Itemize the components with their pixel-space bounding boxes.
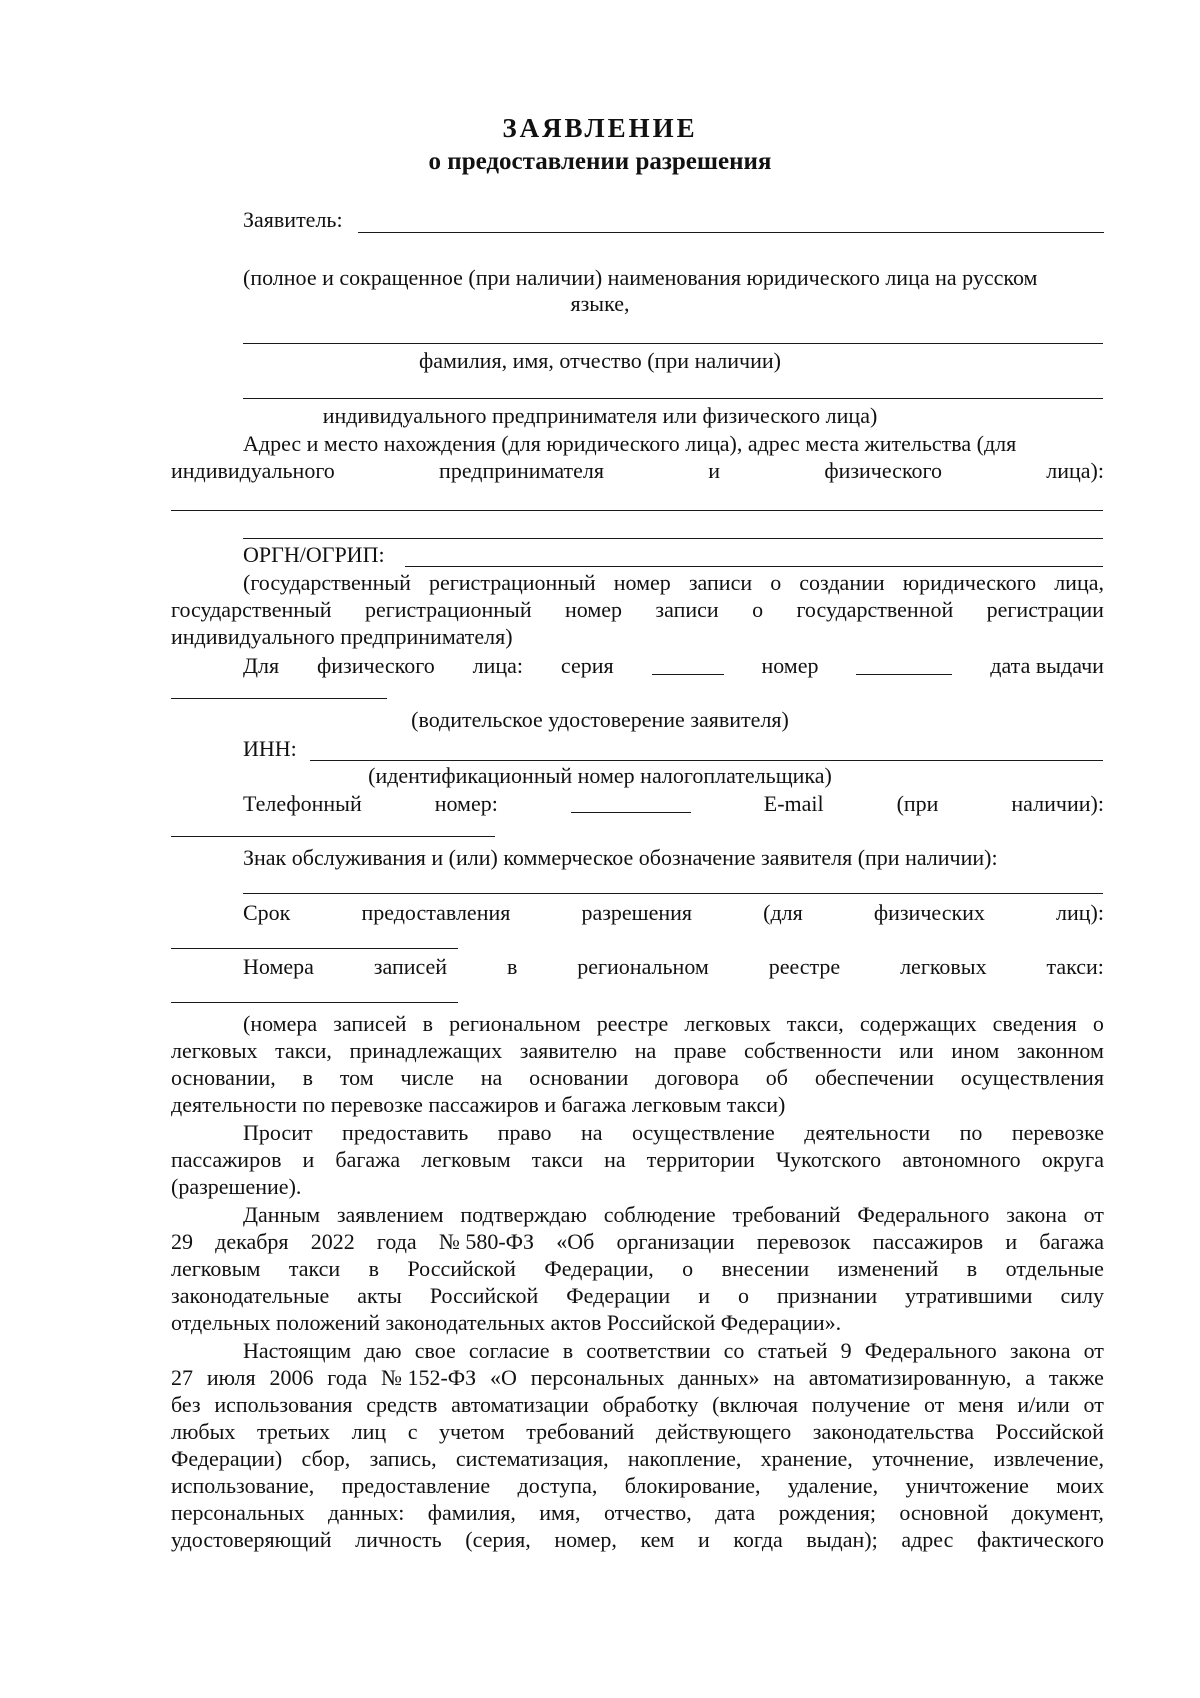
phone-field[interactable] [571,790,691,813]
ogrn-input-line[interactable] [405,566,1103,567]
request-line-1: Просит предоставить право на осуществление деятельности по перевозке [243,1120,1104,1145]
license-number-field[interactable] [856,652,952,675]
records-hint-line-2: легковых такси, принадлежащих заявителю на праве собственности или ином законном [171,1038,1104,1063]
inn-label: ИНН: [243,736,297,761]
confirm-line-2: 29 декабря 2022 года № 580-ФЗ «Об организации перевозок пассажиров и багажа [171,1229,1104,1254]
consent-line-5: Федерации) сбор, запись, систематизация, накопление, хранение, уточнение, извлечение, [171,1446,1104,1471]
applicant-line-2[interactable] [243,343,1103,344]
document-title: ЗАЯВЛЕНИЕ [502,113,698,143]
applicant-line-3[interactable] [243,398,1103,399]
ogrn-hint-line-2: государственный регистрационный номер записи о государственной регистрации [171,597,1104,622]
term-input-line[interactable] [171,948,458,949]
ogrn-label: ОРГН/ОГРИП: [243,542,385,567]
email-field[interactable] [171,836,495,837]
records-line: Номера записей в региональном реестре легковых такси: [243,954,1104,979]
license-issue-date-field[interactable] [171,698,387,699]
inn-input-line[interactable] [310,760,1103,761]
consent-line-8: удостоверяющий личность (серия, номер, кем и когда выдан); адрес фактического [171,1527,1104,1552]
applicant-hint-line-2: языке, [570,291,630,316]
ogrn-hint-line-1: (государственный регистрационный номер записи о создании юридического лица, [243,570,1104,595]
consent-line-4: любых третьих лиц с учетом требований действующего законодательства Российской [171,1419,1104,1444]
applicant-hint-line-1: (полное и сокращенное (при наличии) наименования юридического лица на русском [243,265,1038,290]
confirm-line-1: Данным заявлением подтверждаю соблюдение требований Федерального закона от [243,1202,1104,1227]
document-subtitle: о предоставлении разрешения [428,148,772,175]
address-line-2: индивидуального предпринимателя и физического лица): [171,458,1104,483]
consent-line-7: персональных данных: фамилия, имя, отчество, дата рождения; основной документ, [171,1500,1104,1525]
inn-hint: (идентификационный номер налогоплательщика) [368,763,832,788]
license-hint: (водительское удостоверение заявителя) [411,707,789,732]
address-input-line-1[interactable] [171,510,1103,511]
license-series-field[interactable] [652,652,724,675]
applicant-hint-line-3: фамилия, имя, отчество (при наличии) [418,348,781,373]
records-input-line[interactable] [171,1002,458,1003]
address-input-line-2[interactable] [243,538,1103,539]
applicant-label: Заявитель: [243,207,343,232]
confirm-line-3: легковым такси в Российской Федерации, о внесении изменений в отдельные [171,1256,1104,1281]
request-line-3: (разрешение). [171,1174,302,1199]
person-license-line: Для физического лица: серия номер дата выдачи [243,653,1104,678]
records-hint-line-1: (номера записей в региональном реестре легковых такси, содержащих сведения о [243,1011,1104,1036]
request-line-2: пассажиров и багажа легковым такси на территории Чукотского автономного округа [171,1147,1104,1172]
consent-line-6: использование, предоставление доступа, блокирование, удаление, уничтожение моих [171,1473,1104,1498]
term-line: Срок предоставления разрешения (для физических лиц): [243,900,1104,925]
confirm-line-5: отдельных положений законодательных актов Российской Федерации». [171,1310,842,1335]
address-line-1: Адрес и место нахождения (для юридического лица), адрес места жительства (для [243,431,1017,456]
service-mark-input-line[interactable] [243,893,1103,894]
confirm-line-4: законодательные акты Российской Федерации и о признании утратившими силу [171,1283,1104,1308]
service-mark-label: Знак обслуживания и (или) коммерческое обозначение заявителя (при наличии): [243,845,998,870]
consent-line-2: 27 июля 2006 года № 152-ФЗ «О персональных данных» на автоматизированную, а также [171,1365,1104,1390]
phone-email-line: Телефонный номер: E-mail (при наличии): [243,791,1104,816]
ogrn-hint-line-3: индивидуального предпринимателя) [171,624,513,649]
consent-line-1: Настоящим даю свое согласие в соответствии со статьей 9 Федерального закона от [243,1338,1104,1363]
applicant-hint-line-4: индивидуального предпринимателя или физического лица) [322,403,878,428]
consent-line-3: без использования средств автоматизации обработку (включая получение от меня и/или от [171,1392,1104,1417]
records-hint-line-4: деятельности по перевозке пассажиров и багажа легковым такси) [171,1092,786,1117]
records-hint-line-3: основании, в том числе на основании договора об обеспечении осуществления [171,1065,1104,1090]
applicant-input-line[interactable] [358,232,1104,233]
